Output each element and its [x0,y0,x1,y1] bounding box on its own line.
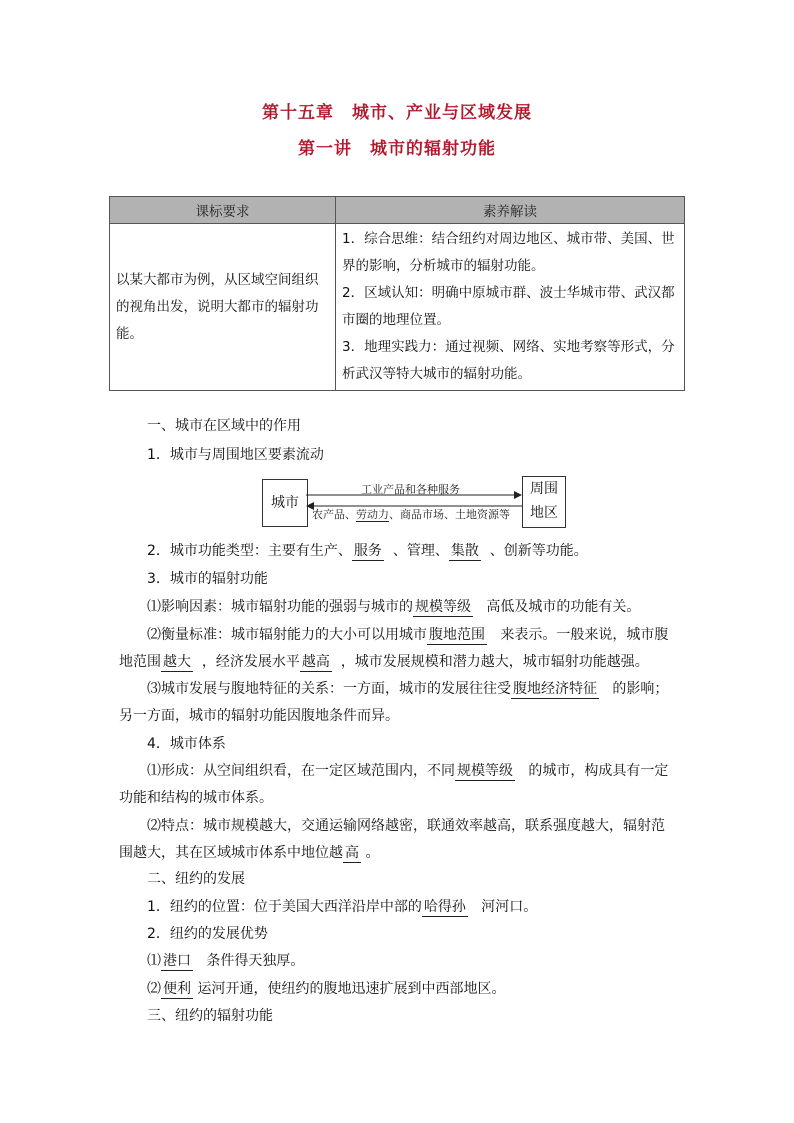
literacy-item: 2．区域认知：明确中原城市群、波士华城市带、武汉都市圈的地理位置。 [342,285,675,328]
standard-requirement-cell: 以某大都市为例，从区域空间组织的视角出发，说明大都市的辐射功能。 [110,224,336,391]
answer-blank: 哈得孙 [423,899,466,915]
diagram-area-box [522,476,566,528]
diagram-area-line1: 周围 [530,481,558,497]
section1-item3: 3．城市的辐射功能 [147,571,268,587]
para-measure-cont: 地范围 越大 ，经济发展水平 越高 ，城市发展规模和潜力越大，城市辐射功能越强。 [119,654,649,670]
para-port: ⑴ 港口 条件得天独厚。 [147,953,305,969]
para-measure: ⑵衡量标准：城市辐射能力的大小可以用城市 腹地范围 来表示。一般来说，城市腹 [147,627,669,643]
literacy-item: 3．地理实践力：通过视频、网络、实地考察等形式，分析武汉等特大城市的辐射功能。 [342,339,675,382]
para-relation: ⑶城市发展与腹地特征的关系：一方面，城市的发展往往受 腹地经济特征 的影响； [147,681,669,697]
answer-blank: 集散 [450,543,479,559]
para-relation-cont: 另一方面，城市的辐射功能因腹地条件而异。 [119,708,399,724]
diagram-blank-labor: 劳动力 [356,508,389,521]
para-formation: ⑴形成：从空间组织看，在一定区域范围内，不同 规模等级 的城市，构成具有一定 [147,763,669,779]
answer-blank: 便利 [163,981,191,997]
lesson-title: 第一讲 城市的辐射功能 [298,139,496,159]
requirements-table [109,196,685,391]
para-influence: ⑴影响因素：城市辐射功能的强弱与城市的 规模等级 高低及城市的功能有关。 [147,599,641,615]
diagram-city-box: 城市 [262,479,308,527]
diagram-top-label: 工业产品和各种服务 [361,483,460,496]
section3-heading: 三、纽约的辐射功能 [147,1008,273,1024]
chapter-title: 第十五章 城市、产业与区域发展 [262,103,532,123]
answer-blank: 规模等级 [415,599,471,615]
section2-heading: 二、纽约的发展 [147,871,245,887]
section2-item2: 2．纽约的发展优势 [147,926,268,942]
para-formation-cont: 功能和结构的城市体系。 [119,790,273,806]
answer-blank: 越高 [301,654,330,670]
para-features: ⑵特点：城市规模越大，交通运输网络越密，联通效率越高，联系强度越大，辐射范 [147,818,665,834]
answer-blank: 越大 [163,654,191,670]
diagram-bottom-label: 农产品、劳动力、商品市场、土地资源等 [312,508,510,521]
answer-blank: 服务 [353,543,382,559]
section1-item2: 2．城市功能类型：主要有生产、 服务 、管理、 集散 、创新等功能。 [147,543,588,559]
section1-item1: 1．城市与周围地区要素流动 [147,447,324,463]
para-canal: ⑵ 便利 运河开通，使纽约的腹地迅速扩展到中西部地区。 [147,981,506,997]
section2-item1: 1．纽约的位置：位于美国大西洋沿岸中部的 哈得孙 河河口。 [147,899,538,915]
table-header-literacy: 素养解读 [336,197,685,224]
section1-heading: 一、城市在区域中的作用 [147,418,301,434]
literacy-item: 1．综合思维：结合纽约对周边地区、城市带、美国、世界的影响，分析城市的辐射功能。 [342,231,675,274]
literacy-cell [336,224,685,391]
answer-blank: 腹地经济特征 [513,681,597,697]
answer-blank: 高 [345,845,359,861]
section1-item4: 4．城市体系 [147,736,226,752]
answer-blank: 规模等级 [457,763,513,779]
table-header-standard: 课标要求 [110,197,336,224]
answer-blank: 港口 [163,953,191,969]
answer-blank: 腹地范围 [429,627,485,643]
para-features-cont: 围越大，其在区域城市体系中地位越 高 。 [119,845,380,861]
diagram-area-line2: 地区 [530,505,558,521]
